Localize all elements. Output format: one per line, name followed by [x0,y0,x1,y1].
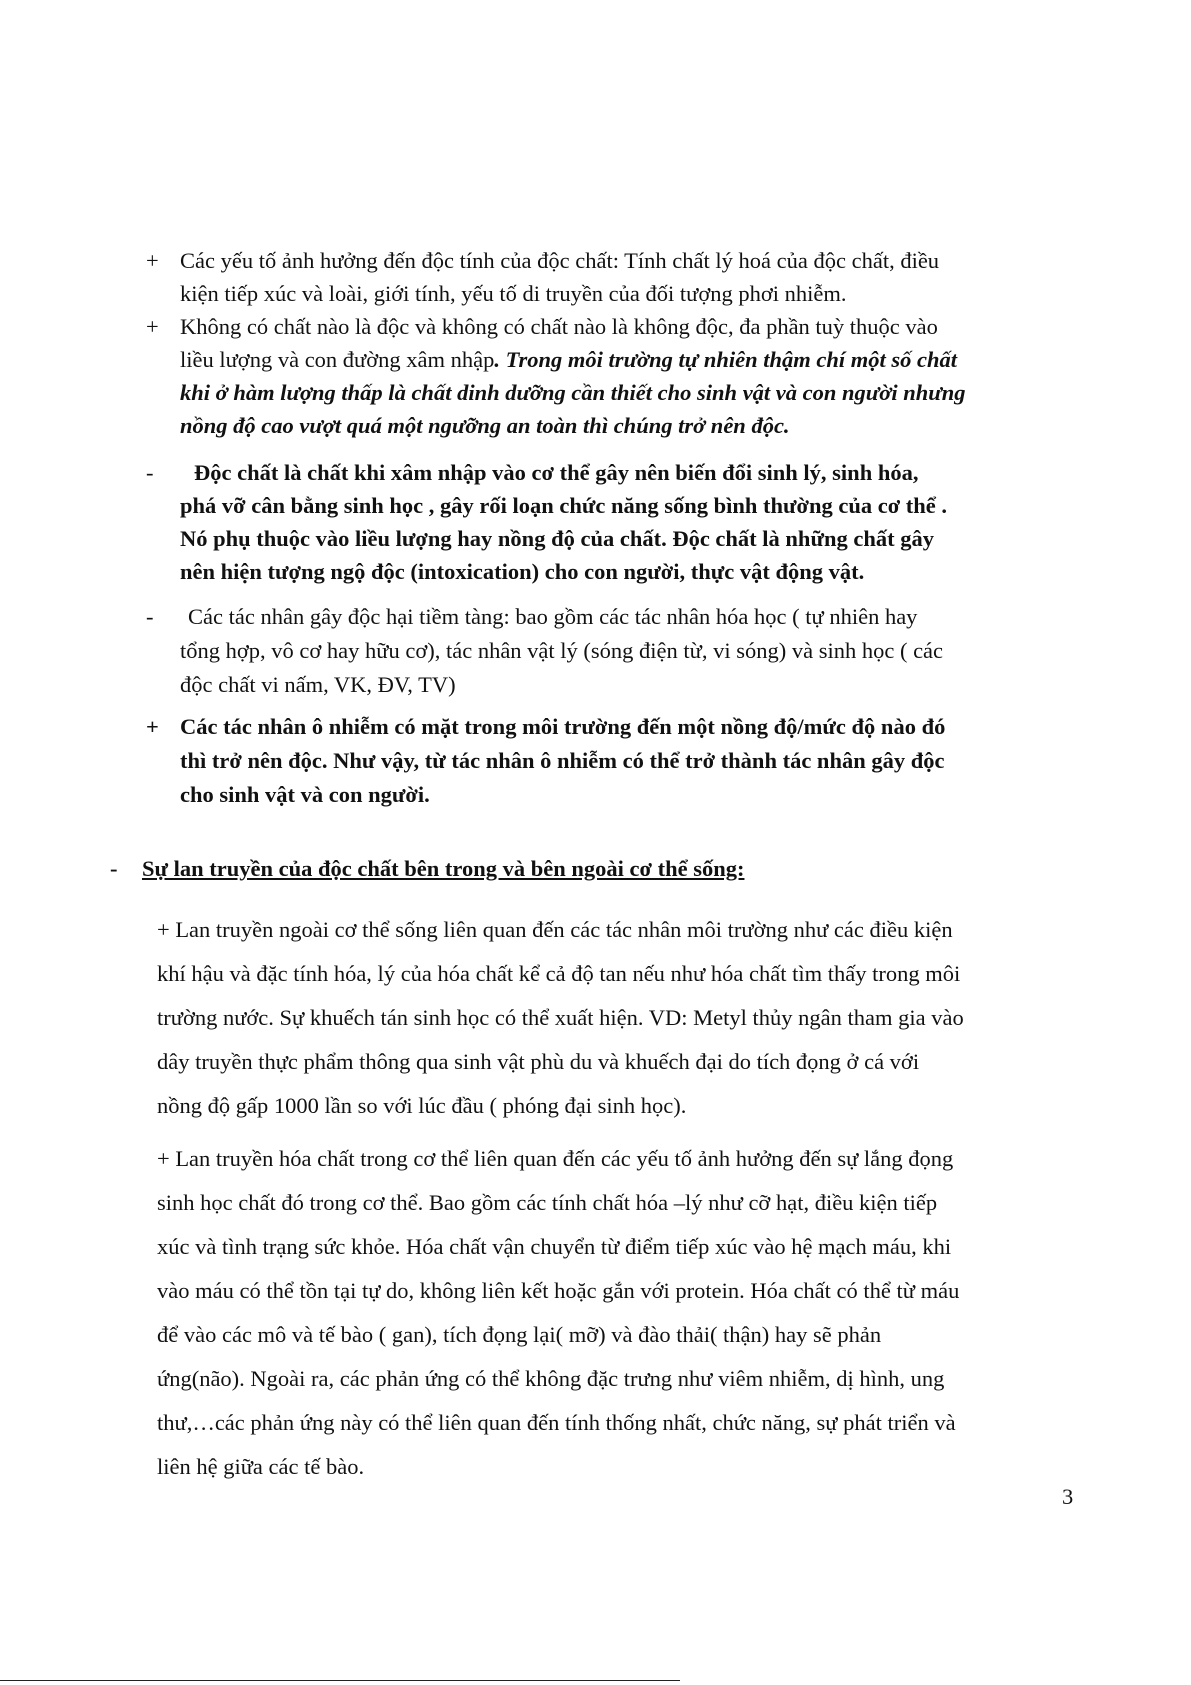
text-line: độc chất vi nấm, VK, ĐV, TV) [180,672,456,697]
text-line: Các yếu tố ảnh hưởng đến độc tính của độc chất: Tính chất lý hoá của độc chất, điều [180,248,940,273]
emphasis-line: nồng độ cao vượt quá một ngưỡng an toàn thì chúng trở nên độc. [180,413,790,438]
page-number: 3 [1062,1484,1074,1509]
plus-bullet: + [146,248,159,273]
text-line: dây truyền thực phẩm thông qua sinh vật phù du và khuếch đại do tích đọng ở cá với [157,1049,920,1074]
text-line: Không có chất nào là độc và không có chất nào là không độc, đa phần tuỳ thuộc vào [180,314,938,339]
text-line: + Lan truyền hóa chất trong cơ thể liên quan đến các yếu tố ảnh hưởng đến sự lắng đọng [157,1146,954,1171]
text-line: Các tác nhân ô nhiễm có mặt trong môi trường đến một nồng độ/mức độ nào đó [180,714,946,739]
emphasis-line: khi ở hàm lượng thấp là chất dinh dưỡng cần thiết cho sinh vật và con người nhưng [180,380,966,405]
text-line: ứng(não). Ngoài ra, các phản ứng có thể không đặc trưng như viêm nhiễm, dị hình, ung [157,1366,945,1391]
bullet-item-dose-dependence [146,310,1071,442]
text-line: nên hiện tượng ngộ độc (intoxication) cho con người, thực vật động vật. [180,559,865,584]
text-line: nồng độ gấp 1000 lần so với lúc đầu ( phóng đại sinh học). [157,1093,687,1118]
dash-item-potential-agents [146,600,1066,702]
dash-bullet: - [146,604,154,629]
text-line: thì trở nên độc. Như vậy, từ tác nhân ô nhiễm có thể trở thành tác nhân gây độc [180,748,945,773]
section-heading [110,856,744,882]
text-line: thư,…các phản ứng này có thể liên quan đến tính thống nhất, chức năng, sự phát triển và [157,1410,956,1435]
text-line: kiện tiếp xúc và loài, giới tính, yếu tố di truyền của đối tượng phơi nhiễm. [180,281,847,306]
paragraph-external-spread [157,908,1067,1128]
text-line: + Lan truyền ngoài cơ thể sống liên quan đến các tác nhân môi trường như các điều kiện [157,917,953,942]
paragraph-internal-spread [157,1137,1067,1489]
text-run: liều lượng và con đường xâm nhập [180,347,495,372]
text-line: để vào các mô và tế bào ( gan), tích đọng lại( mỡ) và đào thải( thận) hay sẽ phản [157,1322,882,1347]
text-line: Độc chất là chất khi xâm nhập vào cơ thể gây nên biến đổi sinh lý, sinh hóa, [194,460,919,485]
text-line: vào máu có thể tồn tại tự do, không liên kết hoặc gắn với protein. Hóa chất có thể từ máu [157,1278,960,1303]
text-line: tổng hợp, vô cơ hay hữu cơ), tác nhân vật lý (sóng điện từ, vi sóng) và sinh học ( các [180,638,944,663]
text-line: Các tác nhân gây độc hại tiềm tàng: bao gồm các tác nhân hóa học ( tự nhiên hay [188,604,918,629]
text-line: xúc và tình trạng sức khỏe. Hóa chất vận chuyển từ điểm tiếp xúc vào hệ mạch máu, khi [157,1234,952,1259]
text-line: khí hậu và đặc tính hóa, lý của hóa chất kể cả độ tan nếu như hóa chất tìm thấy trong môi [157,961,961,986]
emphasis-run: . Trong môi trường tự nhiên thậm chí một số chất [494,347,958,372]
bullet-item-toxicity-factors [146,244,1071,310]
dash-item-toxicant-definition [146,456,1076,588]
plus-bullet: + [146,714,159,739]
text-line [180,343,1071,376]
dash-bullet: - [146,460,154,485]
text-line: Nó phụ thuộc vào liều lượng hay nồng độ của chất. Độc chất là những chất gây [180,526,934,551]
footer-rule [0,1680,680,1681]
dash-bullet: - [110,856,118,881]
plus-bullet: + [146,314,159,339]
bullet-item-pollutants [146,710,1076,812]
text-line: sinh học chất đó trong cơ thể. Bao gồm các tính chất hóa –lý như cỡ hạt, điều kiện tiếp [157,1190,938,1215]
text-line: trường nước. Sự khuếch tán sinh học có thể xuất hiện. VD: Metyl thủy ngân tham gia vào [157,1005,964,1030]
text-line: phá vỡ cân bằng sinh học , gây rối loạn chức năng sống bình thường của cơ thể . [180,493,948,518]
text-line: cho sinh vật và con người. [180,782,430,807]
section-title: Sự lan truyền của độc chất bên trong và bên ngoài cơ thể sống: [142,856,745,881]
text-line: liên hệ giữa các tế bào. [157,1454,365,1479]
